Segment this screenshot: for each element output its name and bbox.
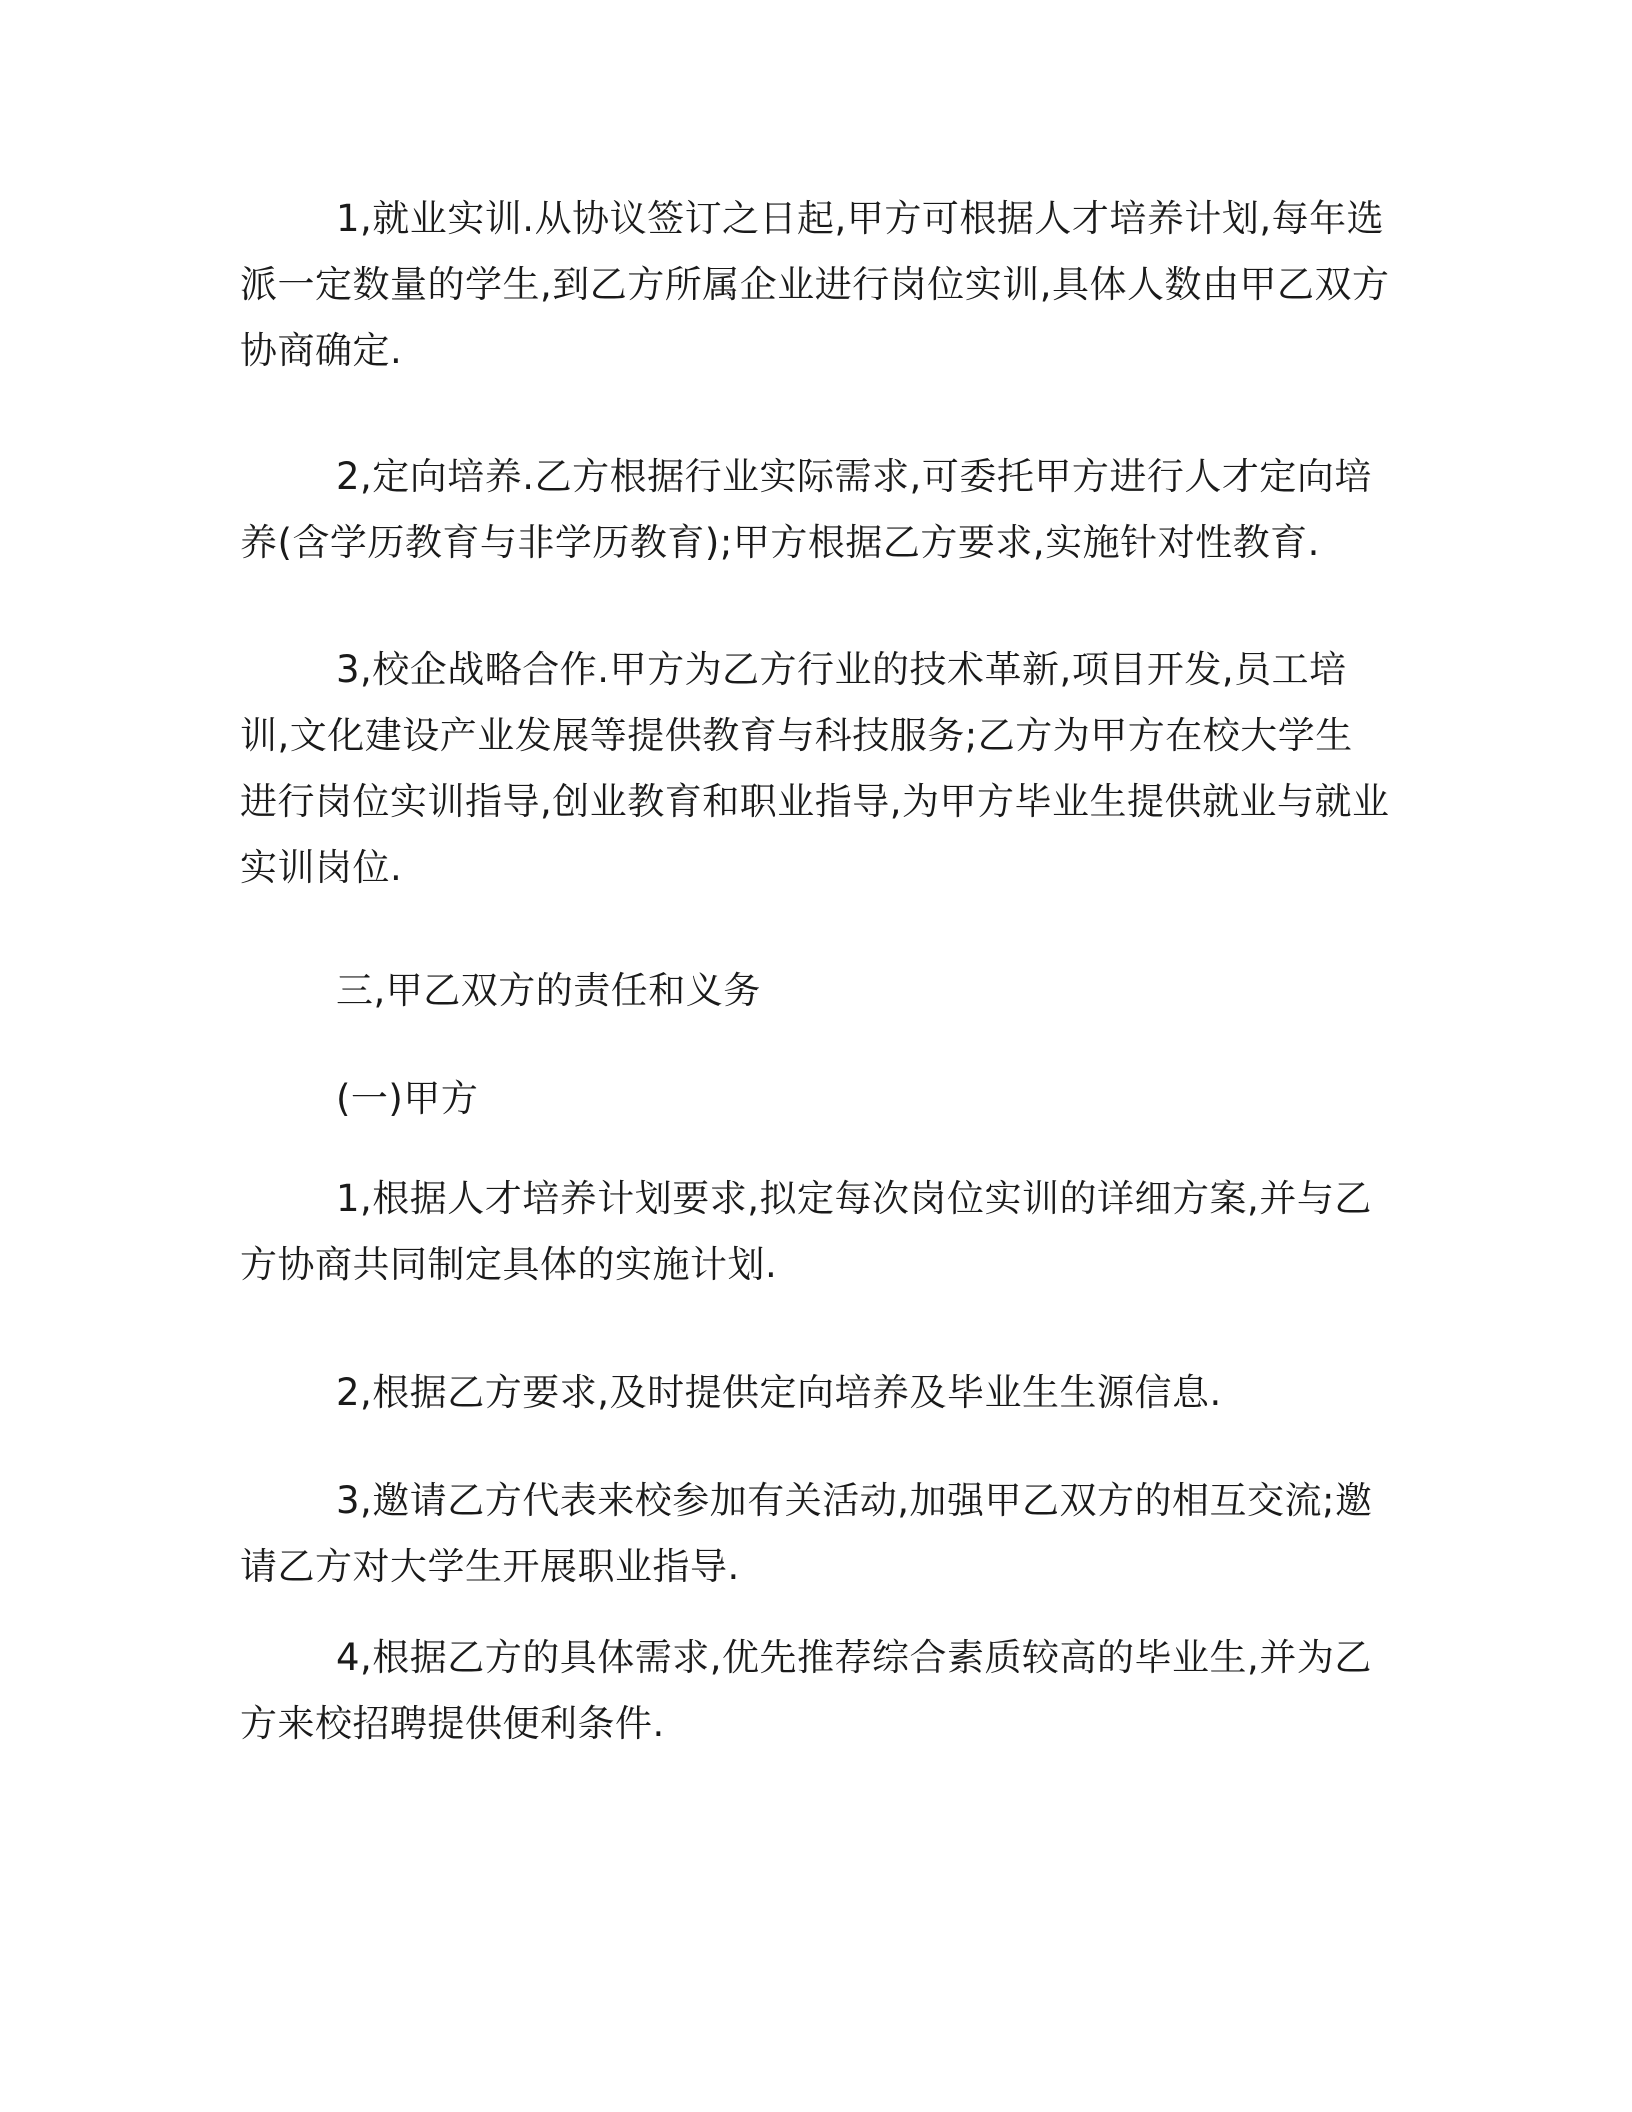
paragraph-employment-training: 1,就业实训.从协议签订之日起,甲方可根据人才培养计划,每年选派一定数量的学生,到乙方所属企业进行岗位实训,具体人数由甲乙双方协商确定. [240, 197, 1390, 372]
section-heading-responsibilities: 三,甲乙双方的责任和义务 [336, 969, 761, 1012]
paragraph-strategic-cooperation: 3,校企战略合作.甲方为乙方行业的技术革新,项目开发,员工培训,文化建设产业发展等提供教育与科技服务;乙方为甲方在校大学生进行岗位实训指导,创业教育和职业指导,为甲方毕业生提供就业与就业实训岗位. [240, 648, 1390, 889]
paragraph-directed-training: 2,定向培养.乙方根据行业实际需求,可委托甲方进行人才定向培养(含学历教育与非学历教育);甲方根据乙方要求,实施针对性教育. [240, 455, 1372, 564]
paragraph-party-a-item-2: 2,根据乙方要求,及时提供定向培养及毕业生生源信息. [336, 1371, 1222, 1414]
subsection-heading-party-a: (一)甲方 [336, 1077, 479, 1120]
paragraph-party-a-item-1: 1,根据人才培养计划要求,拟定每次岗位实训的详细方案,并与乙方协商共同制定具体的实施计划. [240, 1177, 1372, 1286]
paragraph-party-a-item-3: 3,邀请乙方代表来校参加有关活动,加强甲乙双方的相互交流;邀请乙方对大学生开展职业指导. [240, 1479, 1373, 1588]
paragraph-party-a-item-4: 4,根据乙方的具体需求,优先推荐综合素质较高的毕业生,并为乙方来校招聘提供便利条件. [240, 1636, 1372, 1745]
